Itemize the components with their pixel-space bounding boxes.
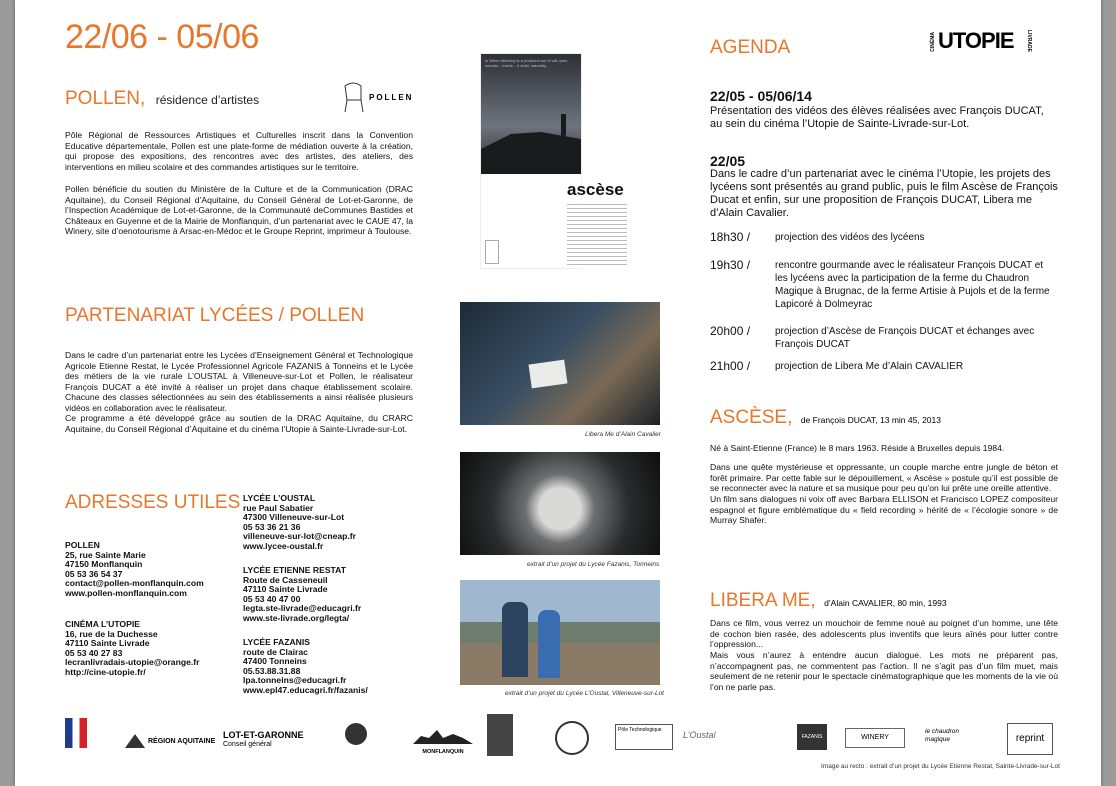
pollen-subtitle: résidence d’artistes (155, 93, 260, 107)
photo2-caption: extrait d’un projet du Lycée Fazanis, Tonneins (527, 561, 660, 568)
restat-website-link[interactable]: www.ste-livrade.org/legta/ (243, 612, 350, 623)
oustal-email-link[interactable]: villeneuve-sur-lot@cneap.fr (243, 531, 356, 542)
schedule-text-1: projection des vidéos des lycéens (775, 232, 925, 243)
ascese-title: ASCÈSE, (710, 407, 793, 428)
agenda-text-2: Dans le cadre d’un partenariat avec le cinéma l’Utopie, les projets des lycéens sont présentés au grand public, puis le film Ascèse de François Ducat et enfin, sur une proposition de François DUCAT, Libera me d’Alain Cavalier. (710, 168, 1058, 219)
oustal-website-link[interactable]: www.lycee-oustal.fr (243, 540, 324, 551)
address-restat: LYCÉE ETIENNE RESTAT Route de Casseneuil 47110 Sainte Livrade 05 53 40 47 00 legta.ste-livrade@educagri.fr www.ste-livrade.org/legta/ (243, 565, 362, 623)
pollen-website-link[interactable]: www.pollen-monflanquin.com (65, 587, 187, 598)
pollen-email-link[interactable]: contact@pollen-monflanquin.com (65, 578, 204, 589)
adresses-title: ADRESSES UTILES (65, 492, 241, 513)
poster-logo-icon (485, 240, 499, 264)
agenda-text-1: Présentation des vidéos des élèves réalisées avec François DUCAT, au sein du cinéma l’Utopie de Sainte-Livrade-sur-Lot. (710, 105, 1044, 130)
ascese-p3: Un film sans dialogues ni voix off avec Barbara ELLISON et Francisco LOPEZ compositeur espagnol et figure emblématique du « field recording » hérité de « l’écologie sonore » de Murray Shafer. (710, 494, 1058, 526)
ascese-heading (710, 407, 941, 429)
winery-logo: WINERY (845, 728, 905, 748)
footer-caption: Image au recto : extrait d’un projet du Lycée Etienne Restat, Sainte-Livrade-sur-Lot (821, 763, 1060, 770)
address-oustal: LYCÉE L’OUSTAL rue Paul Sabatier 47300 Villeneuve-sur-Lot 05 53 36 21 36 villeneuve-sur-lot@cneap.fr www.lycee-oustal.fr (243, 493, 356, 551)
monflanquin-logo: MONFLANQUIN (413, 726, 473, 750)
region-triangle-icon (125, 734, 145, 748)
page (15, 0, 1101, 786)
photo1-caption: Libera Me d’Alain Cavalier (585, 431, 661, 438)
partenariat-title: PARTENARIAT LYCÉES / POLLEN (65, 305, 365, 326)
pollen-title: POLLEN, (65, 88, 146, 109)
utopie-email-link[interactable]: lecranlivradais-utopie@orange.fr (65, 657, 200, 668)
poster-sky-image (481, 54, 581, 174)
pollen-logo-text: POLLEN (369, 93, 414, 102)
schedule-text-4: projection de Libera Me d’Alain CAVALIER (775, 361, 964, 372)
utopie-logo-side: CINÉMA (930, 32, 936, 52)
oustal-still-image (460, 580, 660, 685)
partenariat-paragraph-2: Ce programme a été développé grâce au soutien de la DRAC Aquitaine, du CRARC Aquitaine, du Conseil Régional d’Aquitaine et du cinéma l’Utopie à Sainte-Livrade-sur-Lot. (65, 413, 413, 434)
republique-logo (65, 718, 87, 748)
pollen-logo (339, 80, 414, 114)
libera-heading (710, 590, 947, 612)
pollen-paragraph-2: Pollen bénéficie du soutien du Ministère de la Culture et de la Communication (DRAC Aquitaine), du Conseil Régional d’Aquitaine, du Conseil Général de Lot-et-Garonne, de l’Inspection Académique de Lot-et-Garonne, de la Communauté deCommunes Bastides et Châteaux en Guyenne et de la Mairie de Monflanquin, d’un partenariat avec le CAUE 47, la Winery, site d’oenotourisme à Arsac-en-Médoc et le Groupe Reprint, imprimeur à Toulouse. (65, 184, 413, 237)
fazanis-still-image (460, 452, 660, 555)
libera-p1: Dans ce film, vous verrez un mouchoir de femme noué au poignet d’un homme, une tête de cochon bien rasée, des adolescents plus inventifs que leurs aînés pour lutter contre l’oppression... (710, 618, 1058, 650)
bastides-logo-icon (345, 723, 367, 745)
partenariat-paragraph: Dans le cadre d’un partenariat entre les Lycées d’Enseignement Général et Technologique Agricole Etienne Restat, le Lycée Professionnel Agricole FAZANIS à Tonneins et le Lycée des métiers de la vie rurale L’OUSTAL à Villeneuve-sur-Lot et Pollen, le réalisateur François DUCAT a été invité à réaliser un projet dans chaque établissement scolaire. Chacune des classes sélectionnées au sein des établissements a ainsi réalisée plusieurs vidéos en collaboration avec le réalisateur. (65, 350, 413, 413)
reprint-logo: reprint (1007, 723, 1053, 755)
chaudron-magique-logo: le chaudron magique (925, 728, 959, 743)
address-pollen: POLLEN 25, rue Sainte Marie 47150 Monflanquin 05 53 36 54 37 contact@pollen-monflanquin.com www.pollen-monflanquin.com (65, 540, 204, 598)
pollen-heading (65, 88, 259, 110)
libera-subtitle: d’Alain CAVALIER, 80 min, 1993 (824, 598, 947, 608)
fazanis-logo: FAZANIS (797, 724, 827, 750)
utopie-website-link[interactable]: http://cine-utopie.fr/ (65, 666, 146, 677)
restat-email-link[interactable]: legta.ste-livrade@educagri.fr (243, 603, 362, 614)
agenda-date-1: 22/05 - 05/06/14 (710, 88, 812, 104)
ascese-p1: Né à Saint-Etienne (France) le 8 mars 1963. Réside à Bruxelles depuis 1984. (710, 443, 1005, 453)
poster-landscape-icon (481, 54, 581, 174)
region-aquitaine-logo: RÉGION AQUITAINE (125, 734, 215, 748)
libera-title: LIBERA ME, (710, 590, 816, 611)
agenda-date-2: 22/05 (710, 153, 746, 169)
schedule-time-1: 18h30 / (710, 230, 751, 244)
utopie-logo-right: LIVRADE (1026, 30, 1032, 52)
poster-title-text: ascèse (567, 180, 624, 199)
fazanis-website-link[interactable]: www.epl47.educagri.fr/fazanis/ (243, 684, 368, 695)
monflanquin-skyline-icon (413, 726, 473, 744)
libera-me-still-image (460, 302, 660, 425)
academie-logo (487, 714, 513, 756)
poster-quote: Is When listening is a profound act of will open... sounds... inside... it shall, naturally... (485, 58, 571, 68)
poster-credits-block (567, 201, 627, 267)
fazanis-email-link[interactable]: lpa.tonneins@educagri.fr (243, 675, 347, 686)
crac-logo-icon (555, 721, 589, 755)
pollen-paragraph-1: Pôle Régional de Ressources Artistiques et Culturelles inscrit dans la Convention Educative départementale, Pollen est une plate-forme de médiation ouverte à la création, qui propose des expositions, des rencontres avec des artistes, des ateliers, des interventions en milieu scolaire et des commandes artistiques sur le territoire. (65, 130, 413, 172)
address-fazanis: LYCÉE FAZANIS route de Clairac 47400 Tonneins 05.53.88.31.88 lpa.tonneins@educagri.fr www.epl47.educagri.fr/fazanis/ (243, 637, 368, 695)
agenda-title: AGENDA (710, 37, 791, 58)
ascese-subtitle: de François DUCAT, 13 min 45, 2013 (800, 415, 941, 425)
photo3-caption: extrait d’un projet du Lycée L’Oustal, Villeneuve-sur-Lot (505, 690, 664, 697)
oustal-logo: L’Oustal (683, 730, 716, 740)
schedule-text-3: projection d’Ascèse de François DUCAT et échanges avec François DUCAT (775, 326, 1035, 350)
ascese-p2: Dans une quête mystérieuse et oppressante, un couple marche entre jungle de béton et forêt primaire. Par cette fable sur le dépouillement, « Ascèse » postule qu’il est possible de se reconnecter avec la nature et sa musique pour peu qu’on lui prête une oreille attentive. (710, 462, 1058, 494)
lot-et-garonne-logo: LOT-ET-GARONNE Conseil général (223, 730, 304, 748)
pole-technologique-logo: Pôle Technologique (615, 724, 673, 750)
date-range-heading: 22/06 - 05/06 (65, 18, 259, 56)
address-utopie: CINÉMA L’UTOPIE 16, rue de la Duchesse 47110 Sainte Livrade 05 53 40 27 83 lecranlivradais-utopie@orange.fr http://cine-utopie.fr/ (65, 619, 200, 677)
schedule-time-3: 20h00 / (710, 324, 751, 338)
schedule-text-2: rencontre gourmande avec le réalisateur François DUCAT et les lycéens avec la participation de la ferme du Chaudron Magique à Brugnac, de la ferme Artisie à Pujols et de la ferme Lapicoré à Dolmeyrac (775, 260, 1050, 310)
schedule-time-4: 21h00 / (710, 359, 751, 373)
schedule-time-2: 19h30 / (710, 258, 751, 272)
libera-p2: Mais vous n’aurez à entendre aucun dialogue. Les mots ne préparent pas, n’accompagnent pas, ne commentent pas l’action. Il ne s’agit pas d’un film muet, mais seulement de ne retenir pour le spectacle cinématographique que les moments de la vie où l’on ne parle pas. (710, 650, 1058, 692)
utopie-logo-text: UTOPIE (938, 28, 1014, 53)
